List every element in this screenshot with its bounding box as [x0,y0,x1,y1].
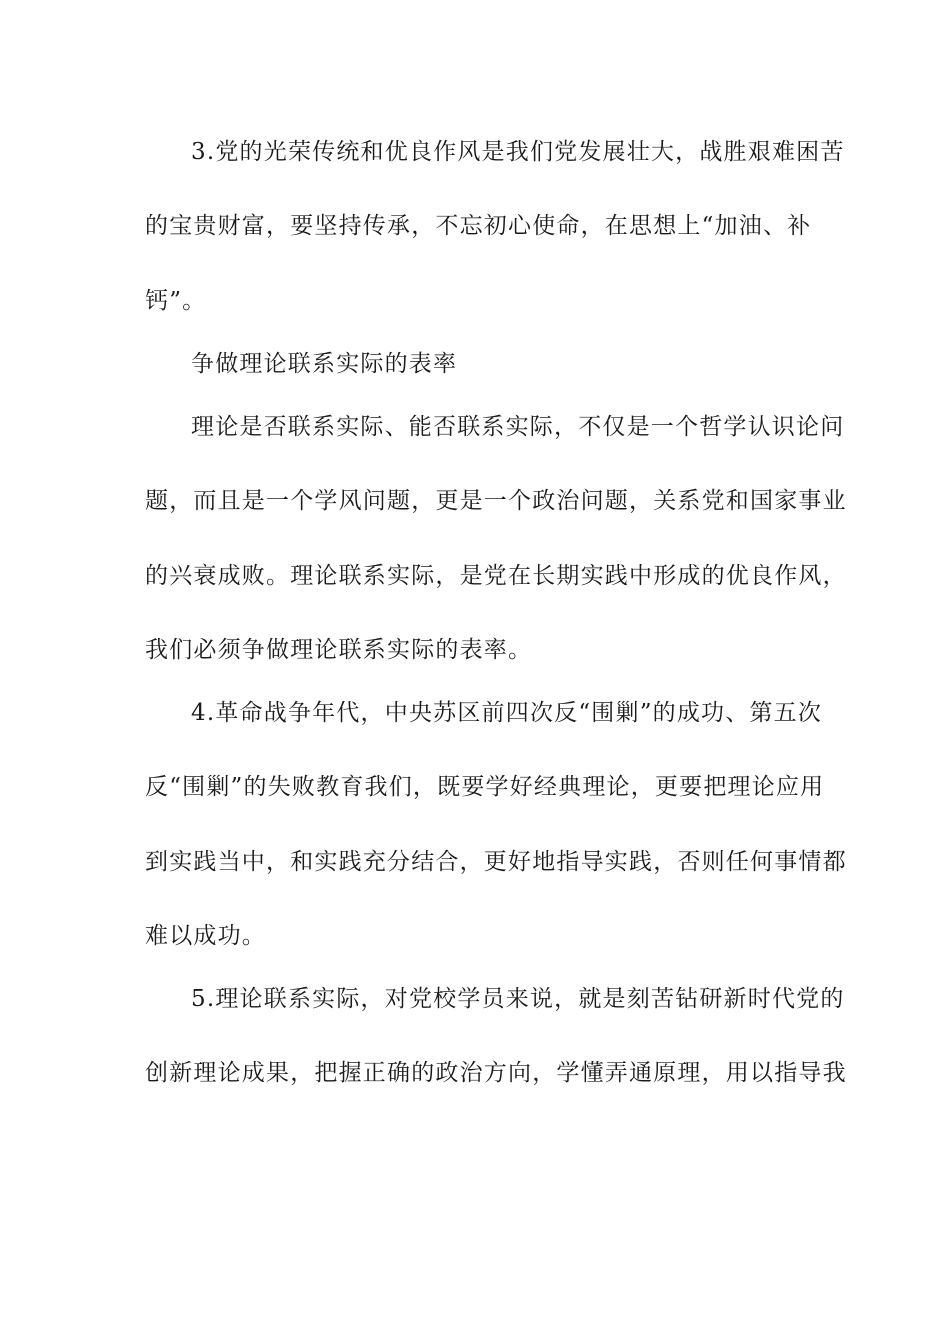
paragraph-5-line-1: 5.理论联系实际，对党校学员来说，就是刻苦钻研新时代党的 [191,986,845,1012]
paragraph-theory-line-2: 题，而且是一个学风问题，更是一个政治问题，关系党和国家事业 [145,488,847,514]
paragraph-3-line-1: 3.党的光荣传统和优良作风是我们党发展壮大，战胜艰难困苦 [191,139,845,165]
paragraph-4-line-1: 4.革命战争年代，中央苏区前四次反“围剿”的成功、第五次 [191,700,823,726]
paragraph-5-line-2: 创新理论成果，把握正确的政治方向，学懂弄通原理，用以指导我 [145,1060,847,1086]
paragraph-theory-line-4: 我们必须争做理论联系实际的表率。 [145,637,533,663]
paragraph-4-line-3: 到实践当中，和实践充分结合，更好地指导实践，否则任何事情都 [145,849,847,875]
paragraph-3-line-3: 钙”。 [145,288,207,314]
paragraph-3-line-2: 的宝贵财富，要坚持传承，不忘初心使命，在思想上“加油、补 [145,213,812,239]
paragraph-4-line-4: 难以成功。 [145,923,266,949]
paragraph-theory-line-1: 理论是否联系实际、能否联系实际，不仅是一个哲学认识论问 [191,414,845,440]
paragraph-4-line-2: 反“围剿”的失败教育我们，既要学好经典理论，更要把理论应用 [145,774,825,800]
paragraph-theory-line-3: 的兴衰成败。理论联系实际，是党在长期实践中形成的优良作风， [145,563,847,589]
section-heading: 争做理论联系实际的表率 [191,351,458,377]
